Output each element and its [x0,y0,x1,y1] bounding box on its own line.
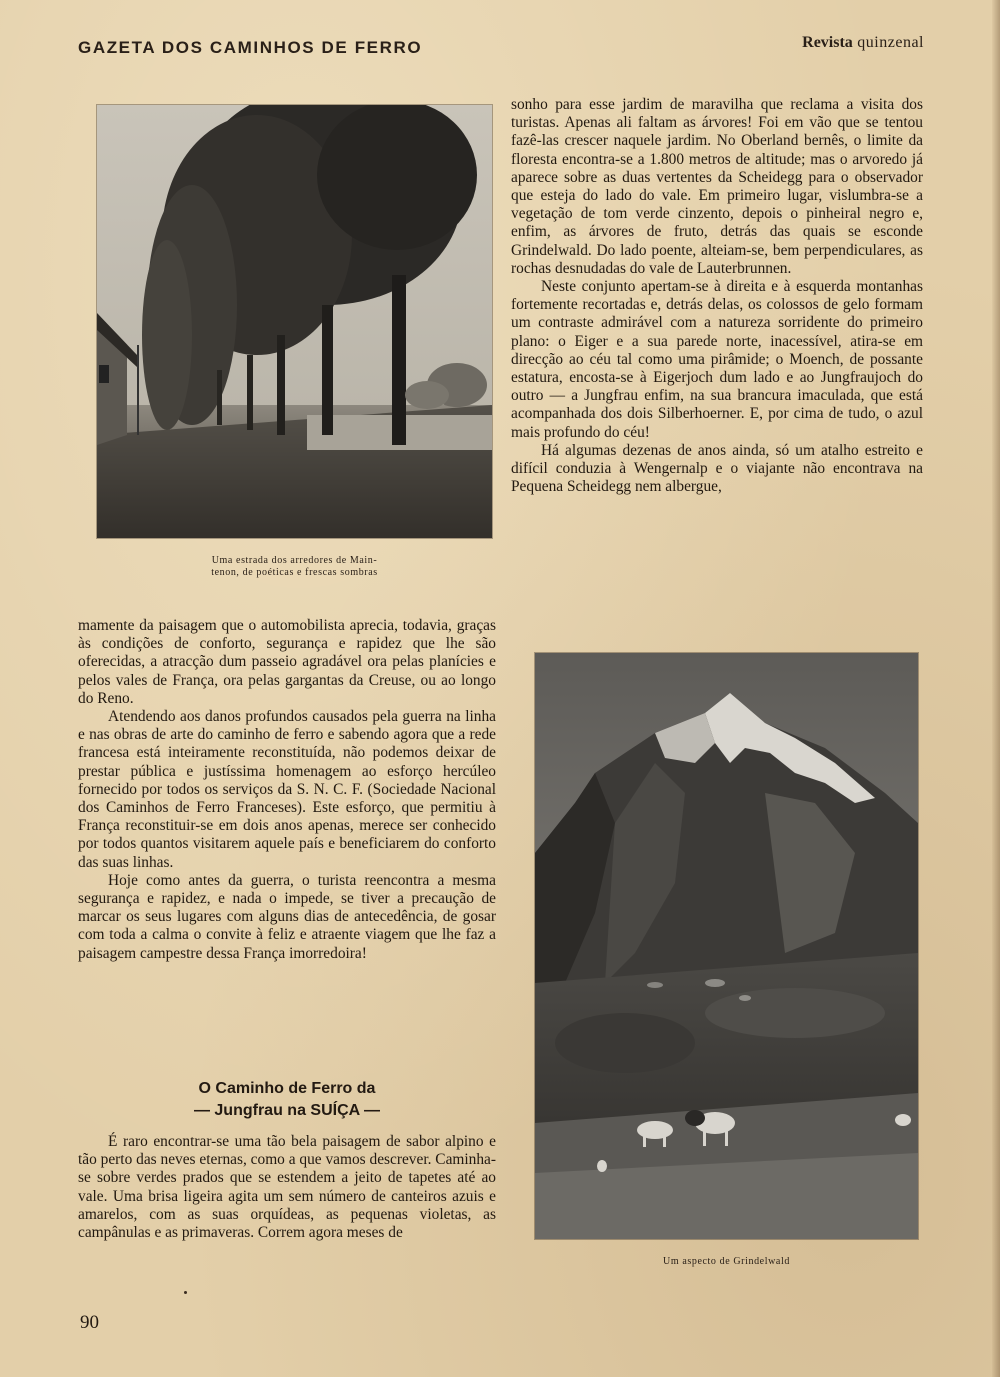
road-photo [97,105,492,538]
section-paragraph: É raro encontrar-se uma tão bela paisagem de sabor alpino e tão perto das neves eternas, como a que vamos descrever. Caminha-se sobre verdes prados que se estendem a jeito de tapetes até ao vale. Uma brisa ligeira agita um sem número de canteiros azuis e amarelos, com as suas orquídeas, as pequenas violetas, as campânulas e as primaveras. Correm agora meses de [78,1133,496,1242]
publication-title: GAZETA DOS CAMINHOS DE FERRO [78,38,423,57]
left-paragraph-2: Atendendo aos danos profundos causados pela guerra na linha e nas obras de arte do caminho de ferro e sabendo agora que a rede francesa está inteiramente reconstituída, não podemos deixar de prestar pública e justíssima homenagem ao esforço hercúleo fornecido por todos os serviços da S. N. C. F. (Sociedade Nacional dos Caminhos de Ferro Franceses). Este esforço, que permitiu à França reconstituir-se em dois anos apenas, merece ser conhecido por todos quantos visitarem aquele país e beneficiarem do conforto das suas linhas. [78,708,496,871]
right-column-text [511,96,923,496]
print-speck [184,1291,187,1294]
edition-label-rest: quinzenal [852,34,924,51]
right-paragraph-3: Há algumas dezenas de anos ainda, só um atalho estreito e difícil conduzia à Wengernalp e o viajante não encontrava na Pequena Scheidegg nem albergue, [511,441,923,496]
mountain-photo-caption: Um aspecto de Grindelwald [663,1256,790,1267]
section-title [78,1078,496,1122]
page-number: 90 [80,1312,99,1333]
page-edge-shadow [992,0,1000,1377]
right-paragraph-1: sonho para esse jardim de maravilha que reclama a visita dos turistas. Apenas ali faltam as árvores! Foi em vão que se tentou fazê-las crescer naquele jardim. No Oberland bernês, o limite da floresta encontra-se a 1.800 metros de altitude; mas o arvoredo já aparece sobre as duas vertentes da Scheidegg para o observador que esteja do lado do vale. Em primeiro lugar, vislumbra-se a vegetação de tom verde cinzento, depois o pinheiral negro e, enfim, as árvores de fruto, detrás das quais se esconde Grindelwald. Do lado poente, alteiam-se, bem perpendiculares, as rochas desnudadas do vale de Lauterbrunnen. [511,96,923,277]
edition-label-bold: Revista [802,34,853,51]
edition-label [802,34,924,52]
section-title-line1: O Caminho de Ferro da [198,1080,376,1097]
left-column-text [78,617,496,963]
road-photo-caption-line2: tenon, de poéticas e frescas sombras [211,567,378,578]
section-text [78,1133,496,1242]
section-title-line2: — Jungfrau na SUÍÇA — [193,1102,381,1119]
road-photo-caption [97,555,492,579]
left-paragraph-1: mamente da paisagem que o automobilista aprecia, todavia, graças às condições de conforto, segurança e rapidez que lhe são oferecidas, a atracção dum passeio agradável ora pelas planícies e pelos vales de França, ora pelas gargantas da Creuse, ou ao longo do Reno. [78,617,496,707]
left-paragraph-3: Hoje como antes da guerra, o turista reencontra a mesma segurança e rapidez, e nada o impede, se tiver a precaução de marcar os seus lugares com alguns dias de antecedência, de gosar com toda a calma o convite à feliz e atraente viagem que lhe faz a paisagem campestre dessa França imorredoira! [78,871,496,962]
right-paragraph-2: Neste conjunto apertam-se à direita e à esquerda montanhas fortemente recortadas e, detrás delas, os colossos de gelo formam um contraste admirável com a natureza sorridente do primeiro plano: o Eiger e a sua parede norte, inacessível, atira-se em direcção ao céu tal como uma pirâmide; o Moench, de possante estatura, encosta-se à Eigerjoch dum lado e ao Jungfraujoch do outro — a Jungfrau enfim, na sua brancura imaculada, que está acompanhada dos dois Silberhoerner. E, por cima de tudo, o azul mais profundo do céu! [511,278,923,441]
road-photo-caption-line1: Uma estrada dos arredores de Main- [211,555,378,566]
mountain-photo [535,653,918,1239]
